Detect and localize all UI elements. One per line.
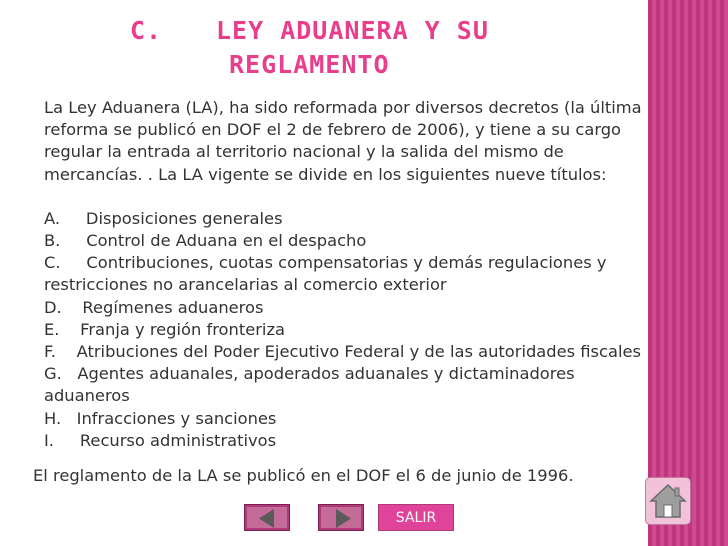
arrow-left-icon: [245, 505, 291, 532]
title-list-item: F. Atribuciones del Poder Ejecutivo Federal y de las autoridades fiscales: [44, 342, 641, 362]
intro-line: mercancías. . La LA vigente se divide en los siguientes nueve títulos:: [44, 164, 607, 184]
intro-line: reforma se publicó en DOF el 2 de febrero de 2006), y tiene a su cargo: [44, 120, 622, 140]
home-button[interactable]: [645, 477, 691, 525]
home-icon: [646, 478, 690, 524]
previous-button[interactable]: [244, 504, 290, 531]
slide-body: [44, 97, 704, 452]
title-list-item: H. Infracciones y sanciones: [44, 408, 277, 428]
section-letter: C.: [130, 16, 163, 45]
title-list-item: I. Recurso administrativos: [44, 430, 277, 450]
intro-line: regular la entrada al territorio nacional y la salida del mismo de: [44, 142, 564, 162]
title-list-item: E. Franja y región fronteriza: [44, 319, 285, 339]
title-list-item: D. Regímenes aduaneros: [44, 297, 264, 317]
page-title-line1: LEY ADUANERA Y SU: [216, 16, 489, 45]
title-list-item: B. Control de Aduana en el despacho: [44, 231, 367, 251]
title-list-item: G. Agentes aduanales, apoderados aduanales y dictaminadores: [44, 364, 575, 384]
arrow-right-icon: [319, 505, 365, 532]
footer-text: El reglamento de la LA se publicó en el DOF el 6 de junio de 1996.: [33, 466, 574, 485]
intro-line: La Ley Aduanera (LA), ha sido reformada por diversos decretos (la última: [44, 98, 642, 117]
title-list-item: A. Disposiciones generales: [44, 208, 283, 228]
exit-button[interactable]: SALIR: [378, 504, 454, 531]
title-list-item: C. Contribuciones, cuotas compensatorias y demás regulaciones y: [44, 253, 607, 273]
next-button[interactable]: [318, 504, 364, 531]
title-list-item: aduaneros: [44, 386, 130, 406]
title-list-item: restricciones no arancelarias al comercio exterior: [44, 275, 447, 295]
page-title-line2: REGLAMENTO: [229, 50, 390, 79]
